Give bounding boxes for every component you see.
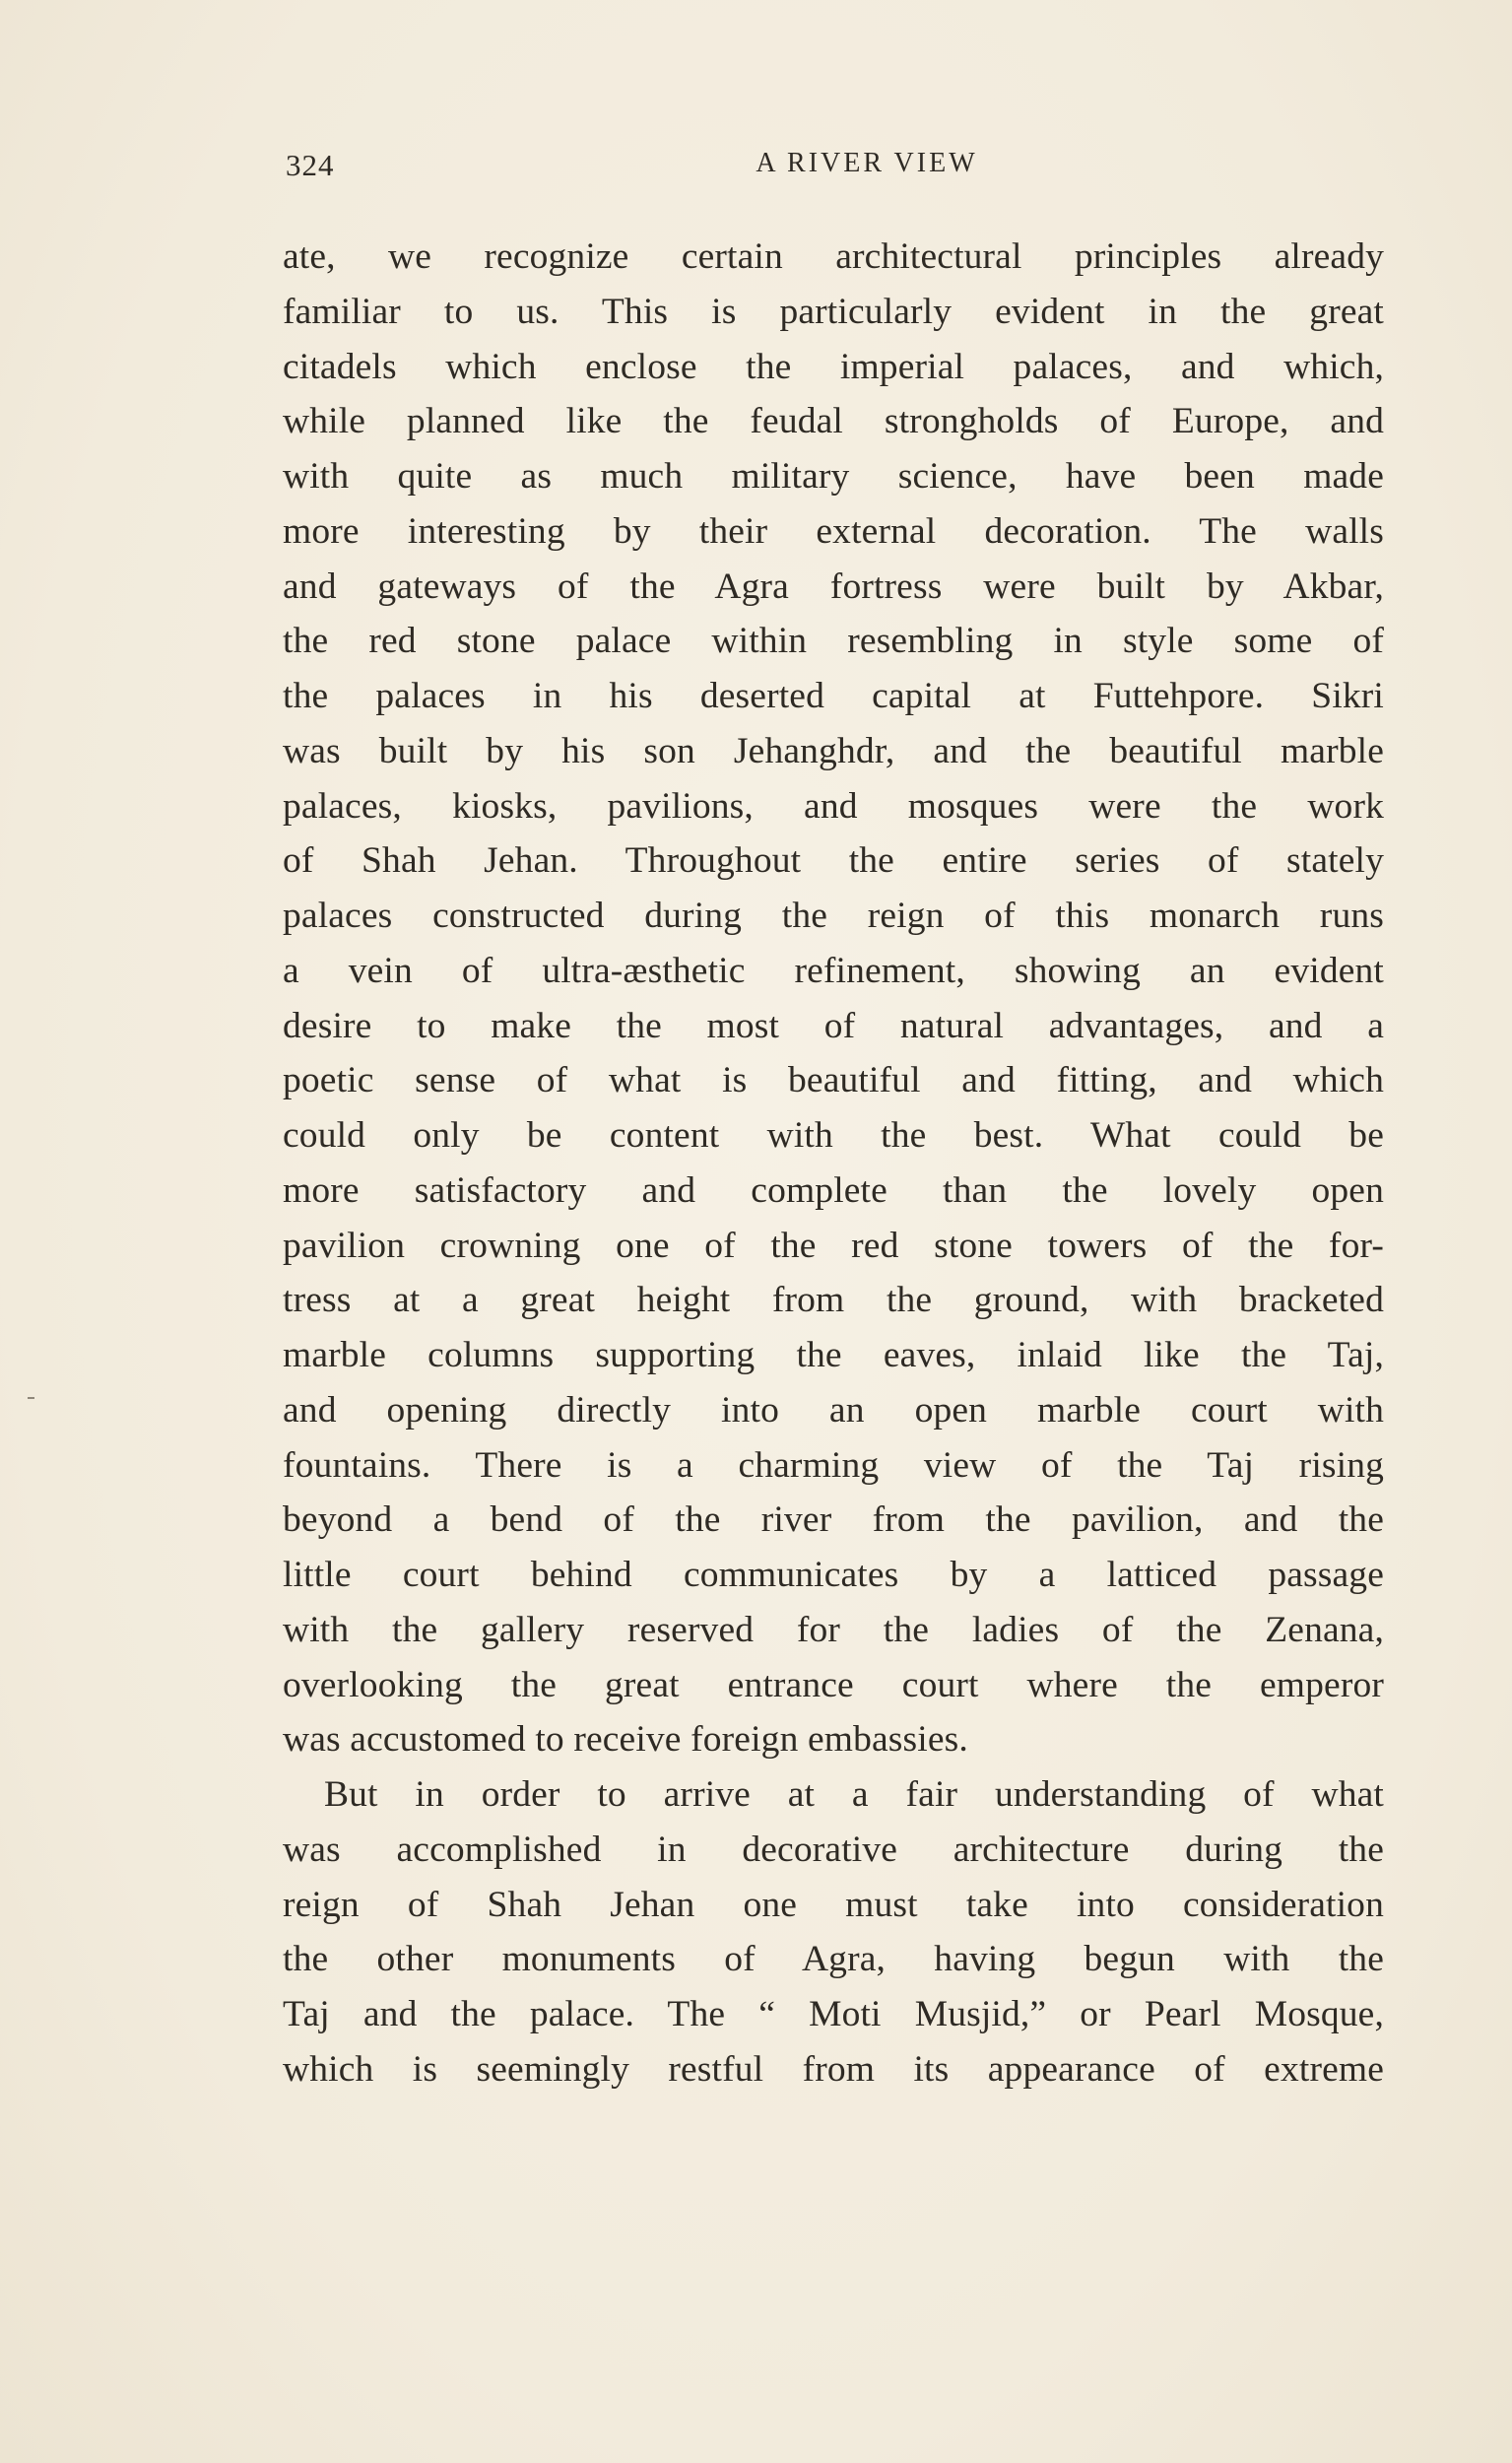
paragraph-start-line: But in order to arrive at a fair understanding of what <box>324 1774 1384 1815</box>
text-line: fountains. There is a charming view of the Taj rising <box>283 1444 1384 1486</box>
text-line: more interesting by their external decoration. The walls <box>283 510 1384 552</box>
text-line: could only be content with the best. What could be <box>283 1115 1384 1156</box>
text-line: and opening directly into an open marble court with <box>283 1389 1384 1431</box>
text-line: pavilion crowning one of the red stone towers of the for- <box>283 1225 1384 1266</box>
text-line: poetic sense of what is beautiful and fitting, and which <box>283 1060 1384 1101</box>
paragraph-end-line: was accustomed to receive foreign embassies. <box>283 1719 968 1761</box>
text-line: the red stone palace within resembling in style some of <box>283 621 1384 662</box>
text-line: overlooking the great entrance court where the emperor <box>283 1664 1384 1705</box>
text-line: marble columns supporting the eaves, inlaid like the Taj, <box>283 1335 1384 1375</box>
text-line: a vein of ultra-æsthetic refinement, showing an evident <box>283 950 1384 991</box>
text-line: of Shah Jehan. Throughout the entire series of stately <box>283 840 1384 882</box>
running-head <box>286 148 1389 193</box>
text-line: palaces constructed during the reign of this monarch runs <box>283 896 1384 936</box>
text-line: reign of Shah Jehan one must take into consideration <box>283 1884 1384 1925</box>
text-line: the palaces in his deserted capital at Futtehpore. Sikri <box>283 676 1384 716</box>
text-line: with quite as much military science, have been made <box>283 456 1384 497</box>
text-line: was built by his son Jehanghdr, and the beautiful marble <box>283 730 1384 771</box>
text-line: beyond a bend of the river from the pavilion, and the <box>283 1499 1384 1541</box>
text-line: citadels which enclose the imperial palaces, and which, <box>283 346 1384 387</box>
margin-mark <box>28 1397 34 1399</box>
page-number: 324 <box>286 148 335 182</box>
running-title: A RIVER VIEW <box>756 148 978 178</box>
text-line: and gateways of the Agra fortress were built by Akbar, <box>283 566 1384 607</box>
text-line: was accomplished in decorative architecture during the <box>283 1829 1384 1870</box>
text-line: which is seemingly restful from its appearance of extreme <box>283 2048 1384 2090</box>
text-line: with the gallery reserved for the ladies of the Zenana, <box>283 1609 1384 1650</box>
text-line: more satisfactory and complete than the lovely open <box>283 1169 1384 1211</box>
body-text <box>283 230 1384 2097</box>
text-line: ate, we recognize certain architectural principles already <box>283 236 1384 277</box>
text-line: palaces, kiosks, pavilions, and mosques were the work <box>283 785 1384 827</box>
text-line: desire to make the most of natural advantages, and a <box>283 1005 1384 1046</box>
text-line: Taj and the palace. The “ Moti Musjid,” or Pearl Mosque, <box>283 1994 1384 2034</box>
text-line: tress at a great height from the ground, with bracketed <box>283 1280 1384 1321</box>
text-line: familiar to us. This is particularly evident in the great <box>283 291 1384 332</box>
text-line: while planned like the feudal strongholds of Europe, and <box>283 401 1384 442</box>
text-line: the other monuments of Agra, having begun with the <box>283 1939 1384 1980</box>
text-line: little court behind communicates by a latticed passage <box>283 1555 1384 1595</box>
